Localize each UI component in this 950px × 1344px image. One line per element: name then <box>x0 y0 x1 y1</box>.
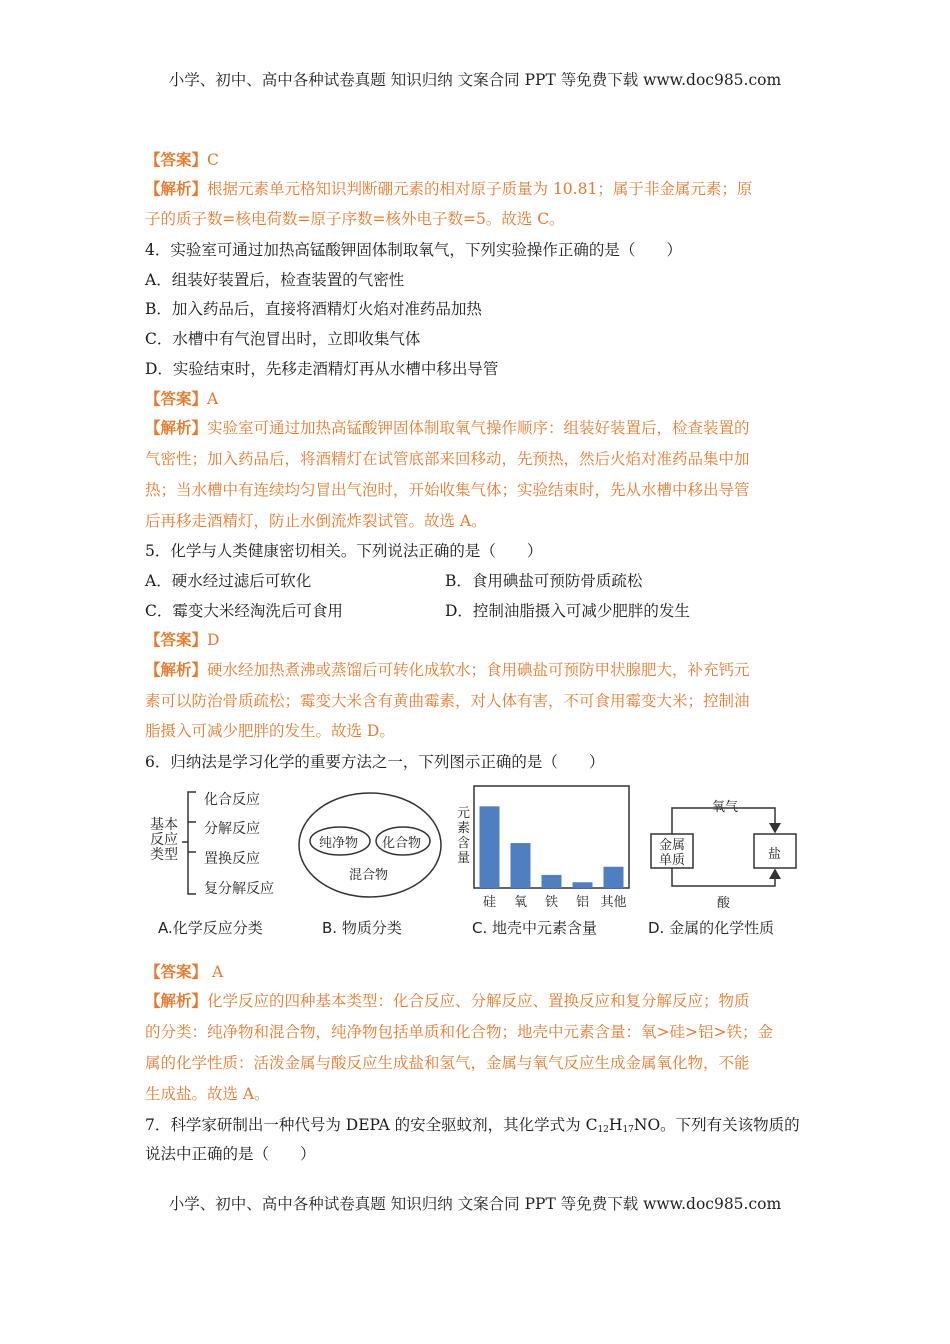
q6-analysis-line: 生成盐。故选 A。 <box>145 1085 270 1103</box>
q4-option-c: C．水槽中有气泡冒出时，立即收集气体 <box>145 330 421 348</box>
analysis-label: 【解析】 <box>145 418 208 437</box>
bar-铁 <box>542 875 562 888</box>
figb-mixture: 混合物 <box>349 868 389 883</box>
figb-compound: 化合物 <box>382 836 422 851</box>
figa-caption: A.化学反应分类 <box>158 919 263 937</box>
bar-其他 <box>604 867 624 888</box>
q7-stem: 7．科学家研制出一种代号为 DEPA 的安全驱蚊剂，其化学式为 $C_{12}H_{17}NO$。下列有关该物质的 <box>145 1116 800 1135</box>
q5-option-b: B．食用碘盐可预防骨质疏松 <box>445 572 643 590</box>
q5-answer <box>145 628 219 650</box>
q5-analysis-line: 素可以防治骨质疏松；霉变大米含有黄曲霉素，对人体有害，不可食用霉变大米；控制油 <box>145 692 750 710</box>
figb-pure: 纯净物 <box>319 836 359 851</box>
tick-label: 硅 <box>482 895 497 910</box>
tick-label: 铁 <box>544 895 559 910</box>
q6-analysis-line: 的分类：纯净物和混合物，纯净物包括单质和化合物；地壳中元素含量：氧>硅>铝>铁；金 <box>145 1023 773 1041</box>
bar-氧 <box>511 843 531 888</box>
q6-answer <box>145 960 223 982</box>
q4-analysis-line: 热；当水槽中有连续均匀冒出气泡时，开始收集气体；实验结束时，先从水槽中移出导管 <box>145 481 750 499</box>
chart-ylabel: 元素含量 <box>457 806 471 866</box>
q3-analysis-line: 【解析】根据元素单元格知识判断硼元素的相对原子质量为 10.81；属于非金属元素；原 <box>145 179 753 198</box>
q4-answer <box>145 387 218 409</box>
q4-option-a: A．组装好装置后，检查装置的气密性 <box>145 271 405 289</box>
q4-option-b: B．加入药品后，直接将酒精灯火焰对准药品加热 <box>145 300 482 318</box>
answer-label: 【答案】 <box>145 630 208 649</box>
answer-label: 【答案】 <box>145 389 208 408</box>
analysis-label: 【解析】 <box>145 660 208 679</box>
figa-brace <box>180 790 200 898</box>
q7-stem-line2: 说法中正确的是（ ） <box>145 1145 316 1163</box>
bar-chart <box>472 784 632 916</box>
figa-item: 化合反应 <box>204 792 260 808</box>
answer-label: 【答案】 <box>145 962 208 981</box>
analysis-label: 【解析】 <box>145 991 208 1010</box>
figb-caption: B. 物质分类 <box>322 919 402 937</box>
tick-label: 氧 <box>513 895 528 910</box>
figd-oxygen: 氧气 <box>712 800 739 815</box>
figa-side-label: 基本 反应 类型 <box>150 817 178 863</box>
figd-metal: 金属 单质 <box>659 838 686 868</box>
page-header: 小学、初中、高中各种试卷真题 知识归纳 文案合同 PPT 等免费下载 www.doc985.com <box>168 71 782 89</box>
figd-salt: 盐 <box>768 847 782 862</box>
answer-value: D <box>207 631 220 649</box>
q5-option-d: D．控制油脂摄入可减少肥胖的发生 <box>445 602 690 620</box>
q6-analysis-line: 属的化学性质：活泼金属与酸反应生成盐和氢气，金属与氧气反应生成金属氧化物，不能 <box>145 1054 750 1072</box>
chart-title: C. 地壳中元素含量 <box>472 919 598 937</box>
figa-item: 置换反应 <box>204 851 260 867</box>
bar-铝 <box>573 882 593 888</box>
answer-value: A <box>207 963 224 981</box>
q4-analysis-line: 后再移走酒精灯，防止水倒流炸裂试管。故选 A。 <box>145 512 487 530</box>
q3-analysis-line: 子的质子数=核电荷数=原子序数=核外电子数=5。故选 C。 <box>145 210 565 228</box>
analysis-label: 【解析】 <box>145 179 208 198</box>
q5-analysis-line: 脂摄入可减少肥胖的发生。故选 D。 <box>145 722 395 740</box>
answer-label: 【答案】 <box>145 150 208 169</box>
q4-stem: 4．实验室可通过加热高锰酸钾固体制取氧气，下列实验操作正确的是（ ） <box>145 241 682 259</box>
figd-acid: 酸 <box>717 896 731 911</box>
q6-analysis-line: 【解析】化学反应的四种基本类型：化合反应、分解反应、置换反应和复分解反应；物质 <box>145 991 750 1010</box>
figa-item: 分解反应 <box>204 821 260 837</box>
answer-value: C <box>207 151 219 169</box>
tick-label: 铝 <box>575 895 590 910</box>
q6-stem: 6．归纳法是学习化学的重要方法之一，下列图示正确的是（ ） <box>145 753 605 771</box>
figa-item: 复分解反应 <box>204 881 274 897</box>
q5-option-c: C．霉变大米经淘洗后可食用 <box>145 602 343 620</box>
q5-stem: 5．化学与人类健康密切相关。下列说法正确的是（ ） <box>145 542 543 560</box>
figd-caption: D. 金属的化学性质 <box>648 919 775 937</box>
q3-answer <box>145 148 219 170</box>
q4-analysis-line: 气密性；加入药品后，将酒精灯在试管底部来回移动，先预热，然后火焰对准药品集中加 <box>145 450 750 468</box>
q4-option-d: D．实验结束时，先移走酒精灯再从水槽中移出导管 <box>145 360 499 378</box>
answer-value: A <box>207 390 219 408</box>
bar-硅 <box>480 806 500 888</box>
q5-option-a: A．硬水经过滤后可软化 <box>145 572 312 590</box>
q4-analysis-line: 【解析】实验室可通过加热高锰酸钾固体制取氧气操作顺序：组装好装置后，检查装置的 <box>145 418 750 437</box>
q5-analysis-line: 【解析】硬水经加热煮沸或蒸馏后可转化成软水；食用碘盐可预防甲状腺肥大，补充钙元 <box>145 660 750 679</box>
page-footer: 小学、初中、高中各种试卷真题 知识归纳 文案合同 PPT 等免费下载 www.doc985.com <box>168 1195 782 1213</box>
tick-label: 其他 <box>600 895 627 910</box>
